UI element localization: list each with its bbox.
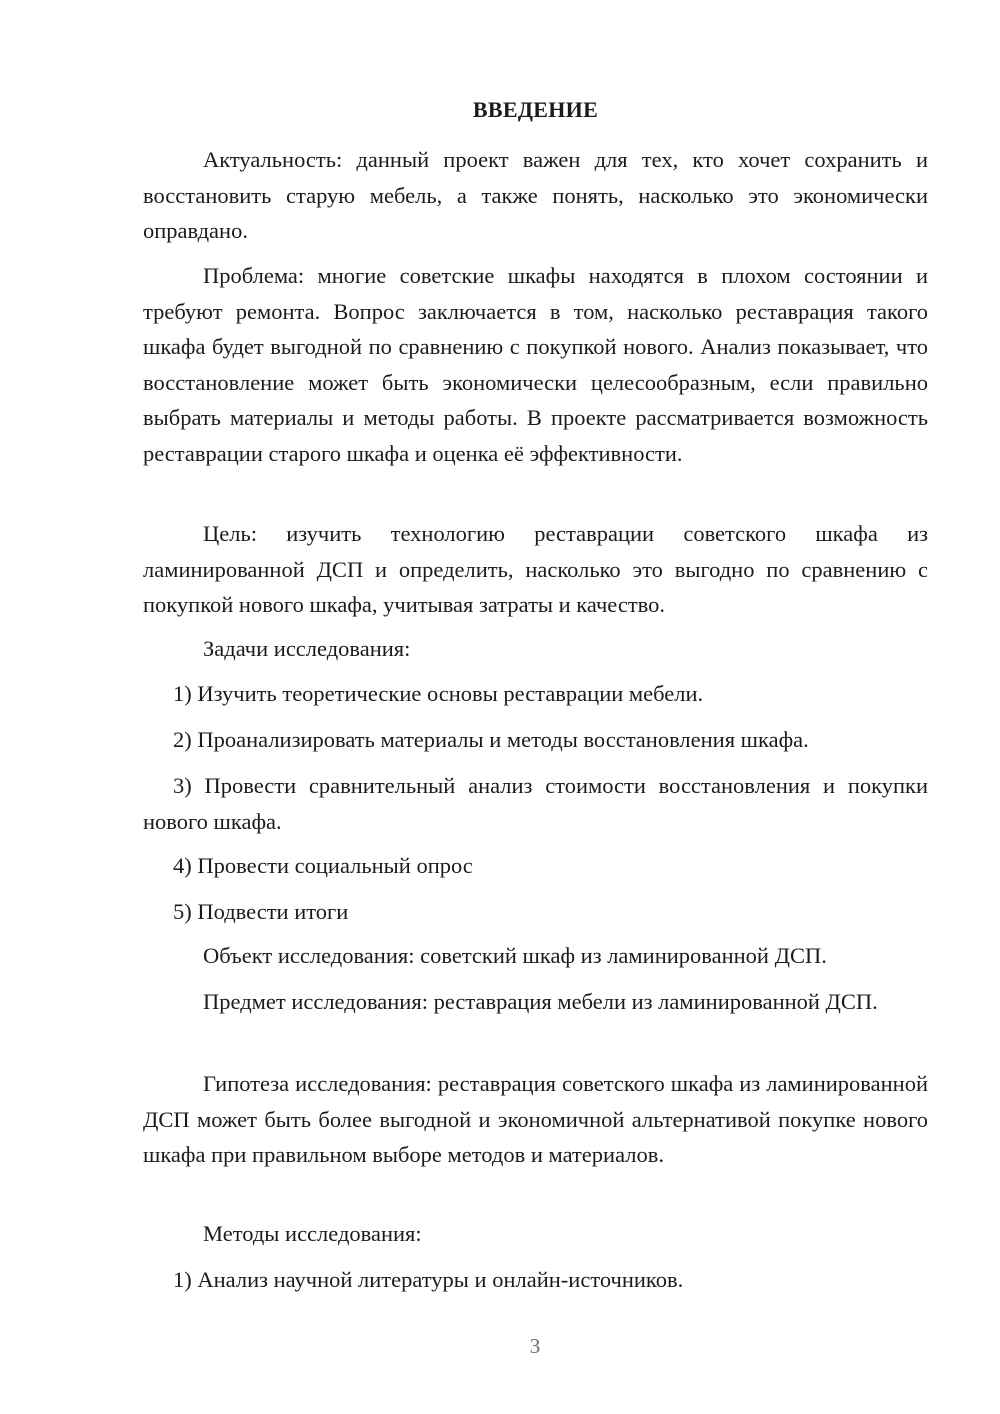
paragraph-goal: Цель: изучить технологию реставрации советского шкафа из ламинированной ДСП и определить, насколько это выгодно по сравнению с покупкой нового шкафа, учитывая затраты и качество.	[143, 521, 928, 617]
methods-heading: Методы исследования:	[203, 1221, 422, 1246]
paragraph-subject: Предмет исследования: реставрация мебели из ламинированной ДСП.	[203, 989, 878, 1014]
task-item-3: 3) Провести сравнительный анализ стоимости восстановления и покупки нового шкафа.	[143, 773, 928, 834]
paragraph-problem: Проблема: многие советские шкафы находятся в плохом состоянии и требуют ремонта. Вопрос заключается в том, насколько реставрация такого шкафа будет выгодной по сравнению с покупкой нового. Анализ показывает, что восстановление может быть экономически целесообразным, если правильно выбрать материалы и методы работы. В проекте рассматривается возможность реставрации старого шкафа и оценка её эффективности.	[143, 263, 928, 466]
paragraph-object: Объект исследования: советский шкаф из ламинированной ДСП.	[203, 943, 827, 968]
method-item-1: 1) Анализ научной литературы и онлайн-источников.	[173, 1267, 684, 1292]
task-item-1: 1) Изучить теоретические основы реставрации мебели.	[173, 681, 704, 706]
page-number: 3	[529, 1334, 541, 1358]
paragraph-relevance: Актуальность: данный проект важен для тех, кто хочет сохранить и восстановить старую мебель, а также понять, насколько это экономически оправдано.	[143, 147, 928, 243]
page-title: ВВЕДЕНИЕ	[472, 97, 599, 122]
tasks-heading: Задачи исследования:	[203, 636, 411, 661]
task-item-5: 5) Подвести итоги	[173, 899, 349, 924]
paragraph-hypothesis: Гипотеза исследования: реставрация советского шкафа из ламинированной ДСП может быть более выгодной и экономичной альтернативой покупке нового шкафа при правильном выборе методов и материалов.	[143, 1071, 928, 1167]
task-item-4: 4) Провести социальный опрос	[173, 853, 473, 878]
task-item-2: 2) Проанализировать материалы и методы восстановления шкафа.	[173, 727, 809, 752]
